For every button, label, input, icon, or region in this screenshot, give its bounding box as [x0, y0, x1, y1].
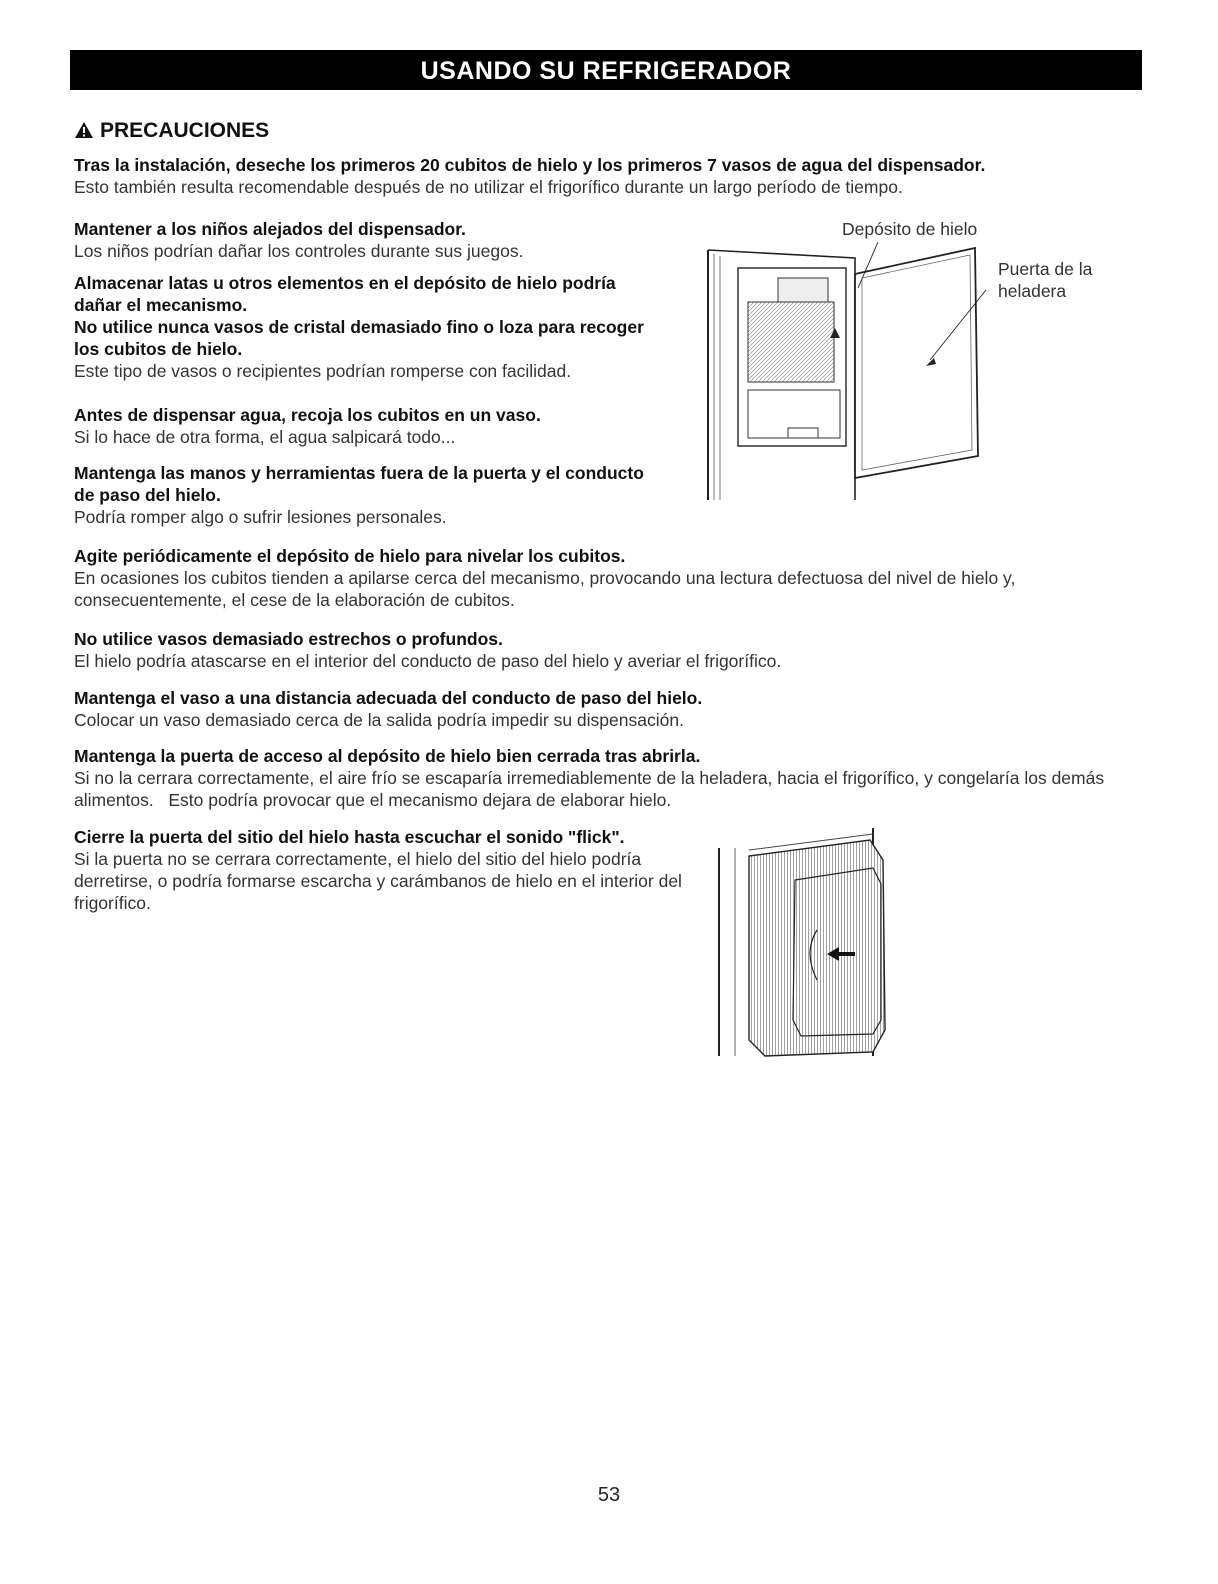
- item-heading: Antes de dispensar agua, recoja los cubitos en un vaso.: [74, 405, 541, 425]
- item-text: Si lo hace de otra forma, el agua salpicará todo...: [74, 427, 456, 447]
- item-heading-2: No utilice nunca vasos de cristal demasiado fino o loza para recoger los cubitos de hielo.: [74, 317, 644, 359]
- precaution-item: [74, 272, 664, 382]
- item-heading: Almacenar latas u otros elementos en el depósito de hielo podría dañar el mecanismo.: [74, 273, 616, 315]
- intro-block: [74, 154, 1154, 198]
- item-heading: Mantener a los niños alejados del dispensador.: [74, 219, 466, 239]
- precaution-item: [74, 462, 664, 528]
- label-freezer-door: Puerta de la heladera: [998, 259, 1093, 301]
- item-heading: Mantenga el vaso a una distancia adecuada del conducto de paso del hielo.: [74, 688, 703, 708]
- precaution-item: [74, 404, 664, 448]
- page-number: 53: [597, 1484, 621, 1506]
- item-heading: Agite periódicamente el depósito de hielo para nivelar los cubitos.: [74, 546, 626, 566]
- refrigerator-ice-bin-illustration: [690, 230, 1020, 510]
- item-text: Si la puerta no se cerrara correctamente, el hielo del sitio del hielo podría derretirse, o podría formarse escarcha y carámbanos de hielo en el interior del frigorífico.: [74, 849, 682, 913]
- item-heading: No utilice vasos demasiado estrechos o profundos.: [74, 629, 503, 649]
- item-text: Este tipo de vasos o recipientes podrían romperse con facilidad.: [74, 361, 572, 381]
- warning-triangle-icon: [74, 121, 94, 139]
- precaution-item: [74, 545, 1149, 611]
- precaution-item: [74, 687, 1149, 731]
- section-title-text: PRECAUCIONES: [100, 119, 270, 142]
- item-text: Si no la cerrara correctamente, el aire frío se escaparía irremediablemente de la heladera, hacia el frigorífico, y congelaría los demás alimentos. Esto podría provocar que el mecanismo dejara de elaborar hielo.: [74, 768, 1109, 810]
- item-text: Colocar un vaso demasiado cerca de la salida podría impedir su dispensación.: [74, 710, 684, 730]
- intro-text: Esto también resulta recomendable después de no utilizar el frigorífico durante un largo período de tiempo.: [74, 177, 903, 197]
- item-heading: Cierre la puerta del sitio del hielo hasta escuchar el sonido "flick".: [74, 827, 625, 847]
- item-heading: Mantenga la puerta de acceso al depósito de hielo bien cerrada tras abrirla.: [74, 746, 701, 766]
- item-heading: Mantenga las manos y herramientas fuera de la puerta y el conducto de paso del hielo.: [74, 463, 644, 505]
- page-banner: USANDO SU REFRIGERADOR: [70, 50, 1142, 90]
- precaution-item: [74, 745, 1149, 811]
- item-text: Los niños podrían dañar los controles durante sus juegos.: [74, 241, 524, 261]
- precaution-item: [74, 628, 1149, 672]
- precaution-item: [74, 826, 684, 914]
- item-text: El hielo podría atascarse en el interior del conducto de paso del hielo y averiar el frigorífico.: [74, 651, 782, 671]
- section-title: [74, 119, 269, 143]
- item-text: Podría romper algo o sufrir lesiones personales.: [74, 507, 447, 527]
- item-text: En ocasiones los cubitos tienden a apilarse cerca del mecanismo, provocando una lectura defectuosa del nivel de hielo y, consecuentemente, el cese de la elaboración de cubitos.: [74, 568, 1016, 610]
- intro-bold: Tras la instalación, deseche los primeros 20 cubitos de hielo y los primeros 7 vasos de agua del dispensador.: [74, 155, 986, 175]
- label-ice-bin: Depósito de hielo: [842, 219, 978, 239]
- precaution-item: [74, 218, 664, 262]
- ice-door-closing-illustration: [705, 820, 895, 1060]
